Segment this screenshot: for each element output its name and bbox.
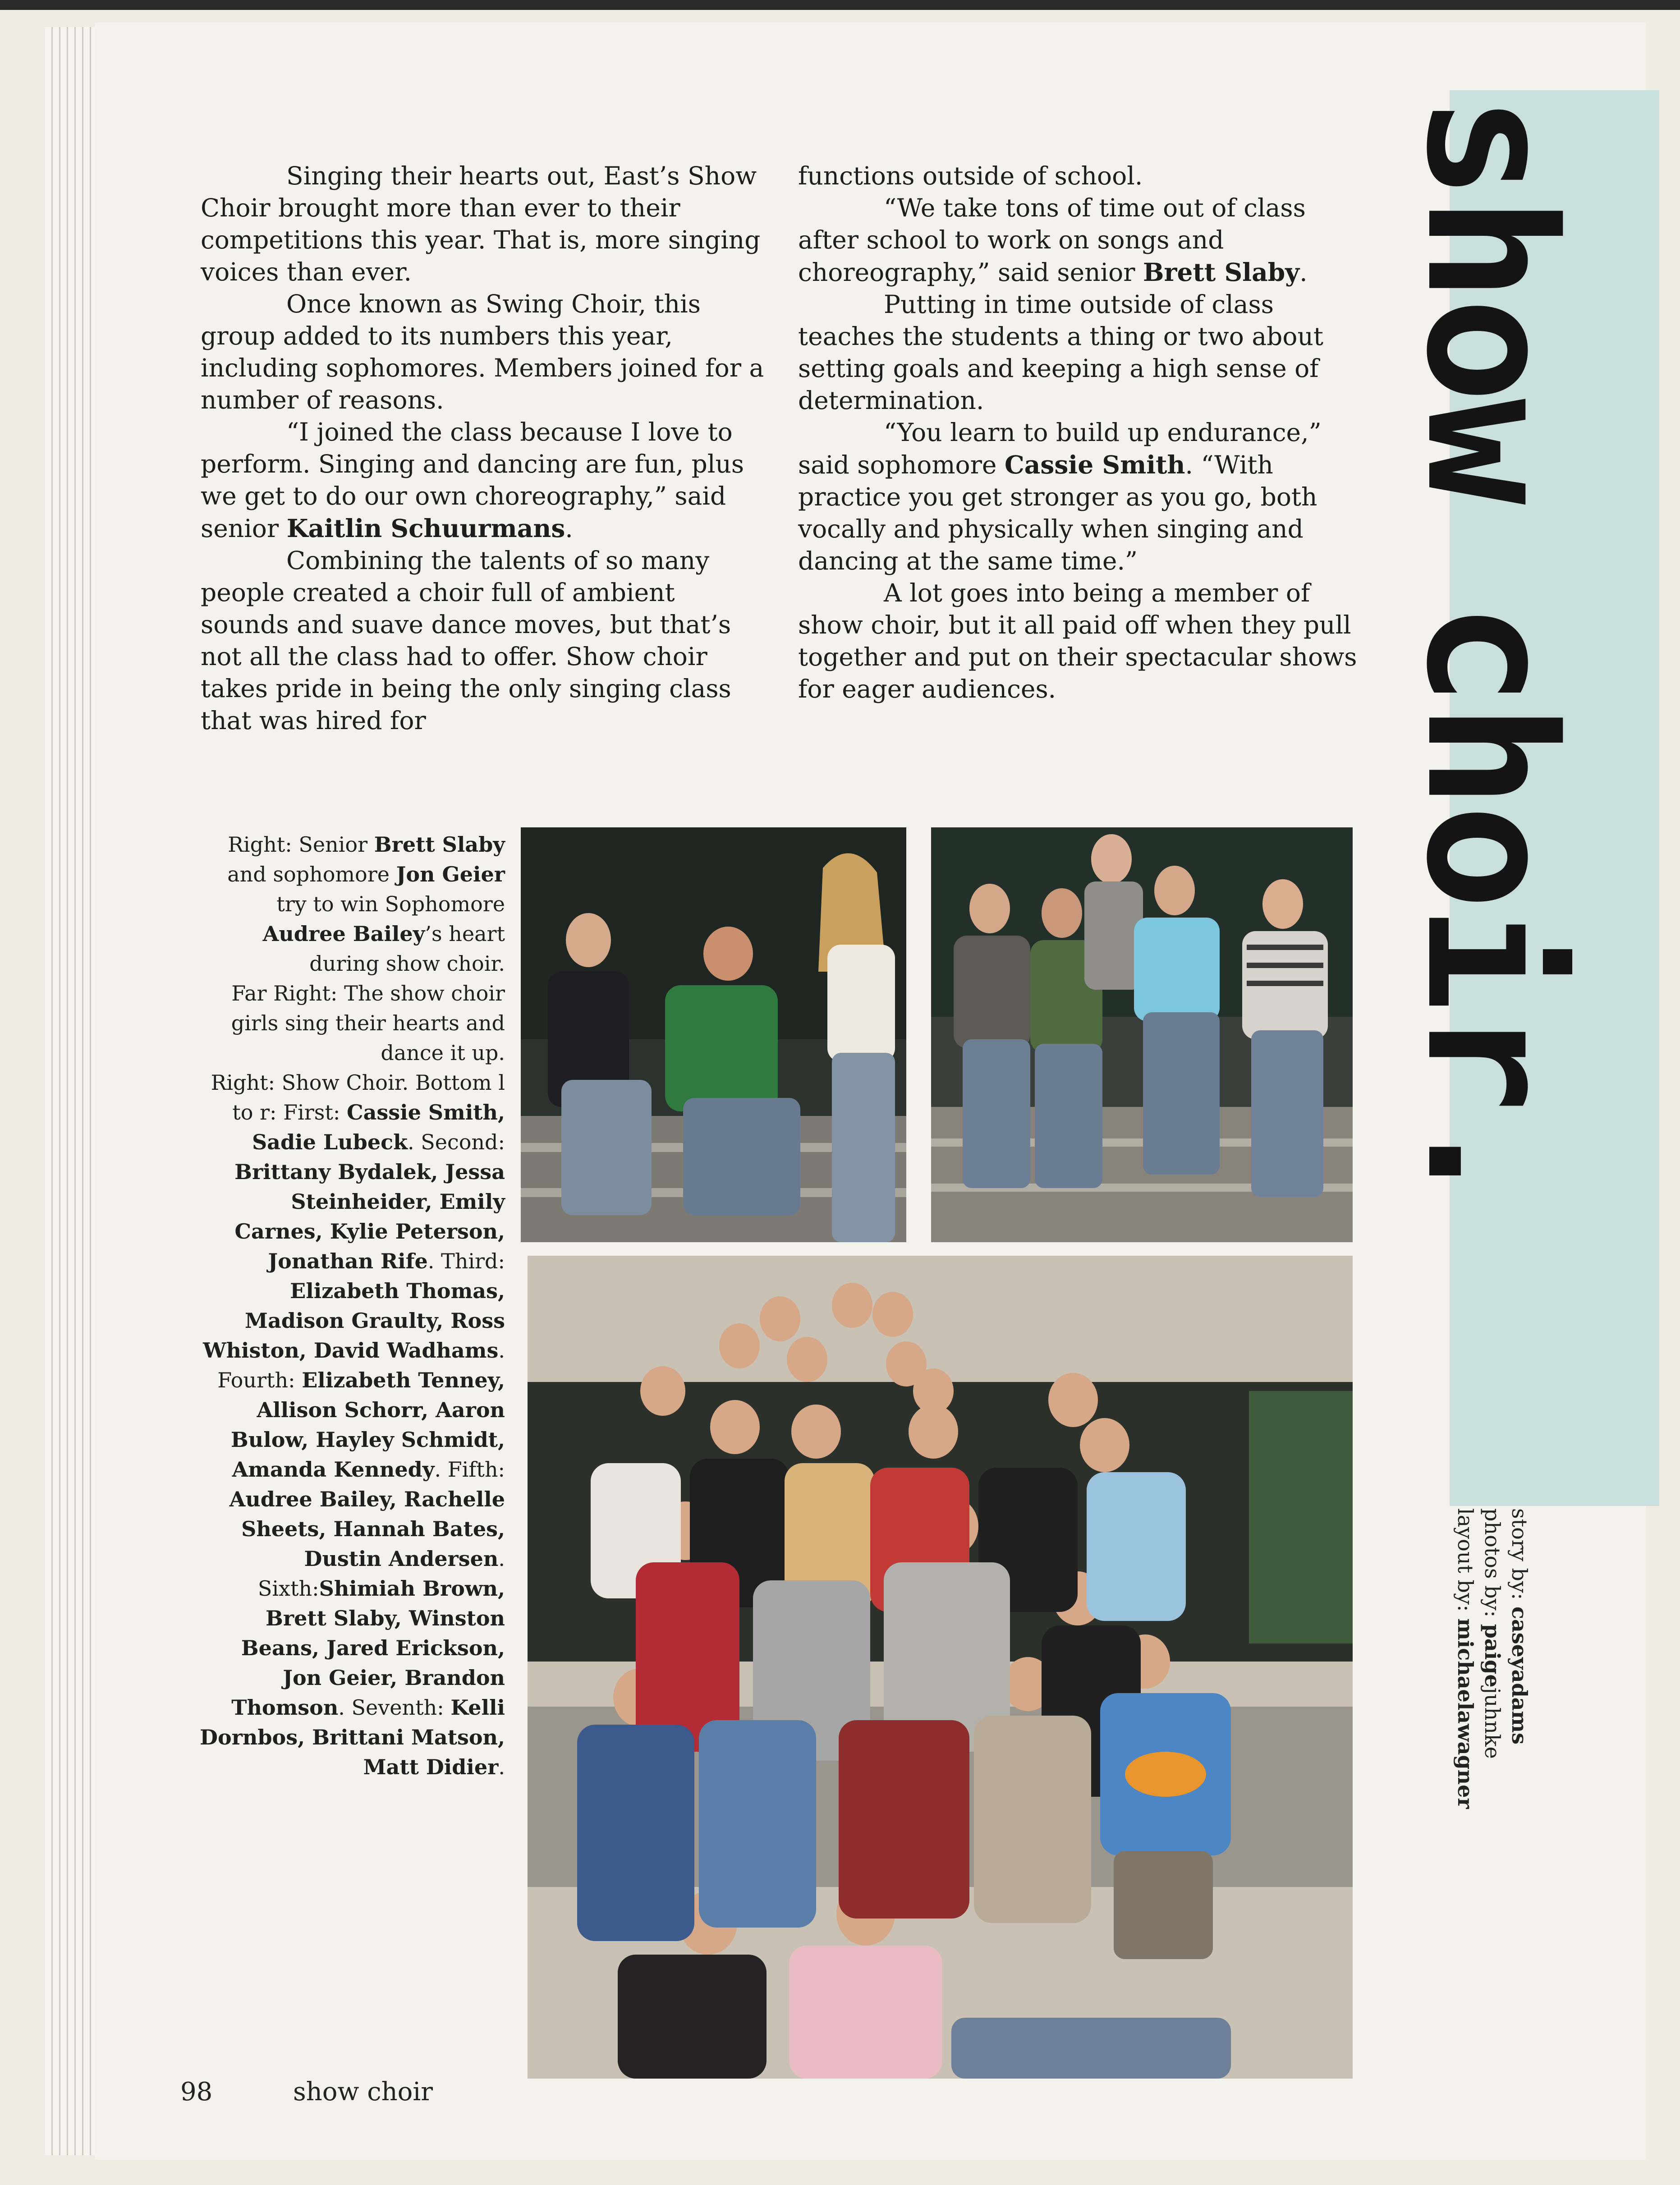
photo-credit: photos by: paigejuhnke xyxy=(1480,1508,1505,1759)
story-column-right xyxy=(798,160,1366,705)
layout-credit: layout by: michaelawagner xyxy=(1453,1508,1478,1809)
section-title: show choir. xyxy=(1388,95,1593,1210)
story-paragraph: Singing their hearts out, East’s Show Choir brought more than ever to their competitions this year. That is, more singing voices than ever. xyxy=(201,161,761,286)
photo-caption: Right: Senior Brett Slaby and sophomore Jon Geier try to win Sophomore Audree Bailey’s heart during show choir. Far Right: The show choir girls sing their hearts and dance it up. Right: Show Choir. Bottom l to r: First: Cassie Smith, Sadie Lubeck. Second: Brittany Bydalek, Jessa Steinheider, Emily Carnes, Kylie Peterson, Jonathan Rife. Third: Elizabeth Thomas, Madison Graulty, Ross Whiston, David Wadhams. Fourth: Elizabeth Tenney, Allison Schorr, Aaron Bulow, Hayley Schmidt, Amanda Kennedy. Fifth: Audree Bailey, Rachelle Sheets, Hannah Bates, Dustin Andersen. Sixth:Shimiah Brown, Brett Slaby, Winston Beans, Jared Erickson, Jon Geier, Brandon Thomson. Seventh: Kelli Dornbos, Brittani Matson, Matt Didier. xyxy=(200,832,505,1779)
credits-block xyxy=(1452,1508,1533,1809)
quote-brett: “We take tons of time out of class after school to work on songs and choreography,” said senior Brett Slaby. xyxy=(798,193,1308,287)
photo-choir-girls xyxy=(931,827,1353,1242)
story-column-left xyxy=(201,160,769,737)
quote-kaitlin: “I joined the class because I love to perform. Singing and dancing are fun, plus we get to do our own choreography,” said senior Kaitlin Schuurmans. xyxy=(201,418,744,543)
story-paragraph: Once known as Swing Choir, this group added to its numbers this year, including sophomores. Members joined for a number of reasons. xyxy=(201,289,764,414)
scan-top-border xyxy=(0,0,1680,10)
photo-full-show-choir xyxy=(528,1256,1353,2079)
story-closing: A lot goes into being a member of show choir, but it all paid off when they pull together and put on their spectacular shows for eager audiences. xyxy=(798,578,1357,703)
page-number: 98 xyxy=(180,2077,213,2107)
story-paragraph: Putting in time outside of class teaches the students a thing or two about setting goals and keeping a high sense of determination. xyxy=(798,290,1324,415)
story-paragraph: Combining the talents of so many people created a choir full of ambient sounds and suave dance moves, but that’s not all the class had to offer. Show choir takes pride in being the only singing class that was hired for xyxy=(201,546,731,735)
photo-brett-jon-audree xyxy=(521,827,906,1242)
story-paragraph-continued: functions outside of school. xyxy=(798,161,1143,190)
story-credit: story by: caseyadams xyxy=(1507,1508,1532,1745)
quote-cassie: “You learn to build up endurance,” said sophomore Cassie Smith. “With practice you get stronger as you go, both vocally and physically when singing and dancing at the same time.” xyxy=(798,418,1322,575)
footer-section-name: show choir xyxy=(293,2077,433,2107)
